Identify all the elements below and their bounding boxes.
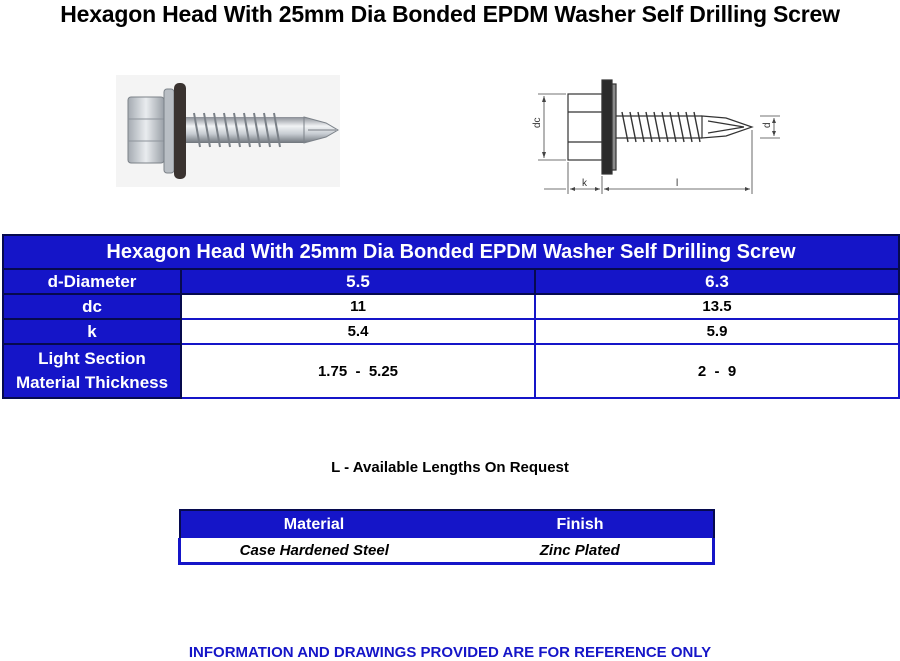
header-material: Material — [180, 510, 448, 538]
table-row — [180, 538, 714, 564]
finish-table — [178, 509, 715, 565]
row-label-material-thickness — [3, 344, 181, 398]
dc-value-6-3: 13.5 — [535, 294, 899, 319]
spec-table-title: Hexagon Head With 25mm Dia Bonded EPDM Washer Self Drilling Screw — [3, 235, 899, 269]
disclaimer: INFORMATION AND DRAWINGS PROVIDED ARE FOR REFERENCE ONLY — [188, 644, 712, 661]
k-value-6-3: 5.9 — [535, 319, 899, 344]
lengths-note: L - Available Lengths On Request — [331, 459, 569, 476]
spec-table — [2, 234, 900, 399]
finish-value: Zinc Plated — [448, 538, 714, 564]
table-row — [3, 269, 899, 294]
d-diameter-6-3: 6.3 — [535, 269, 899, 294]
row-label-dc: dc — [3, 294, 181, 319]
dc-label: dc — [532, 117, 543, 128]
table-row — [3, 344, 899, 398]
table-row — [3, 319, 899, 344]
row-label-k: k — [3, 319, 181, 344]
page-title: Hexagon Head With 25mm Dia Bonded EPDM Washer Self Drilling Screw — [60, 1, 840, 27]
header-finish: Finish — [448, 510, 714, 538]
spec-table-title-row — [3, 235, 899, 269]
thickness-value-6-3: 2 - 9 — [535, 344, 899, 398]
k-label: k — [582, 178, 587, 189]
k-value-5-5: 5.4 — [181, 319, 535, 344]
label-line: Material Thickness — [15, 373, 169, 392]
thickness-value-5-5: 1.75 - 5.25 — [181, 344, 535, 398]
table-row — [3, 294, 899, 319]
screw-photo — [116, 75, 340, 187]
row-label-d-diameter: d-Diameter — [3, 269, 181, 294]
l-label: l — [676, 178, 679, 189]
dimension-drawing — [530, 72, 790, 200]
d-label: d — [762, 122, 773, 128]
d-diameter-5-5: 5.5 — [181, 269, 535, 294]
table-row — [180, 510, 714, 538]
material-value: Case Hardened Steel — [180, 538, 448, 564]
dc-value-5-5: 11 — [181, 294, 535, 319]
label-line: Light Section — [38, 349, 146, 368]
